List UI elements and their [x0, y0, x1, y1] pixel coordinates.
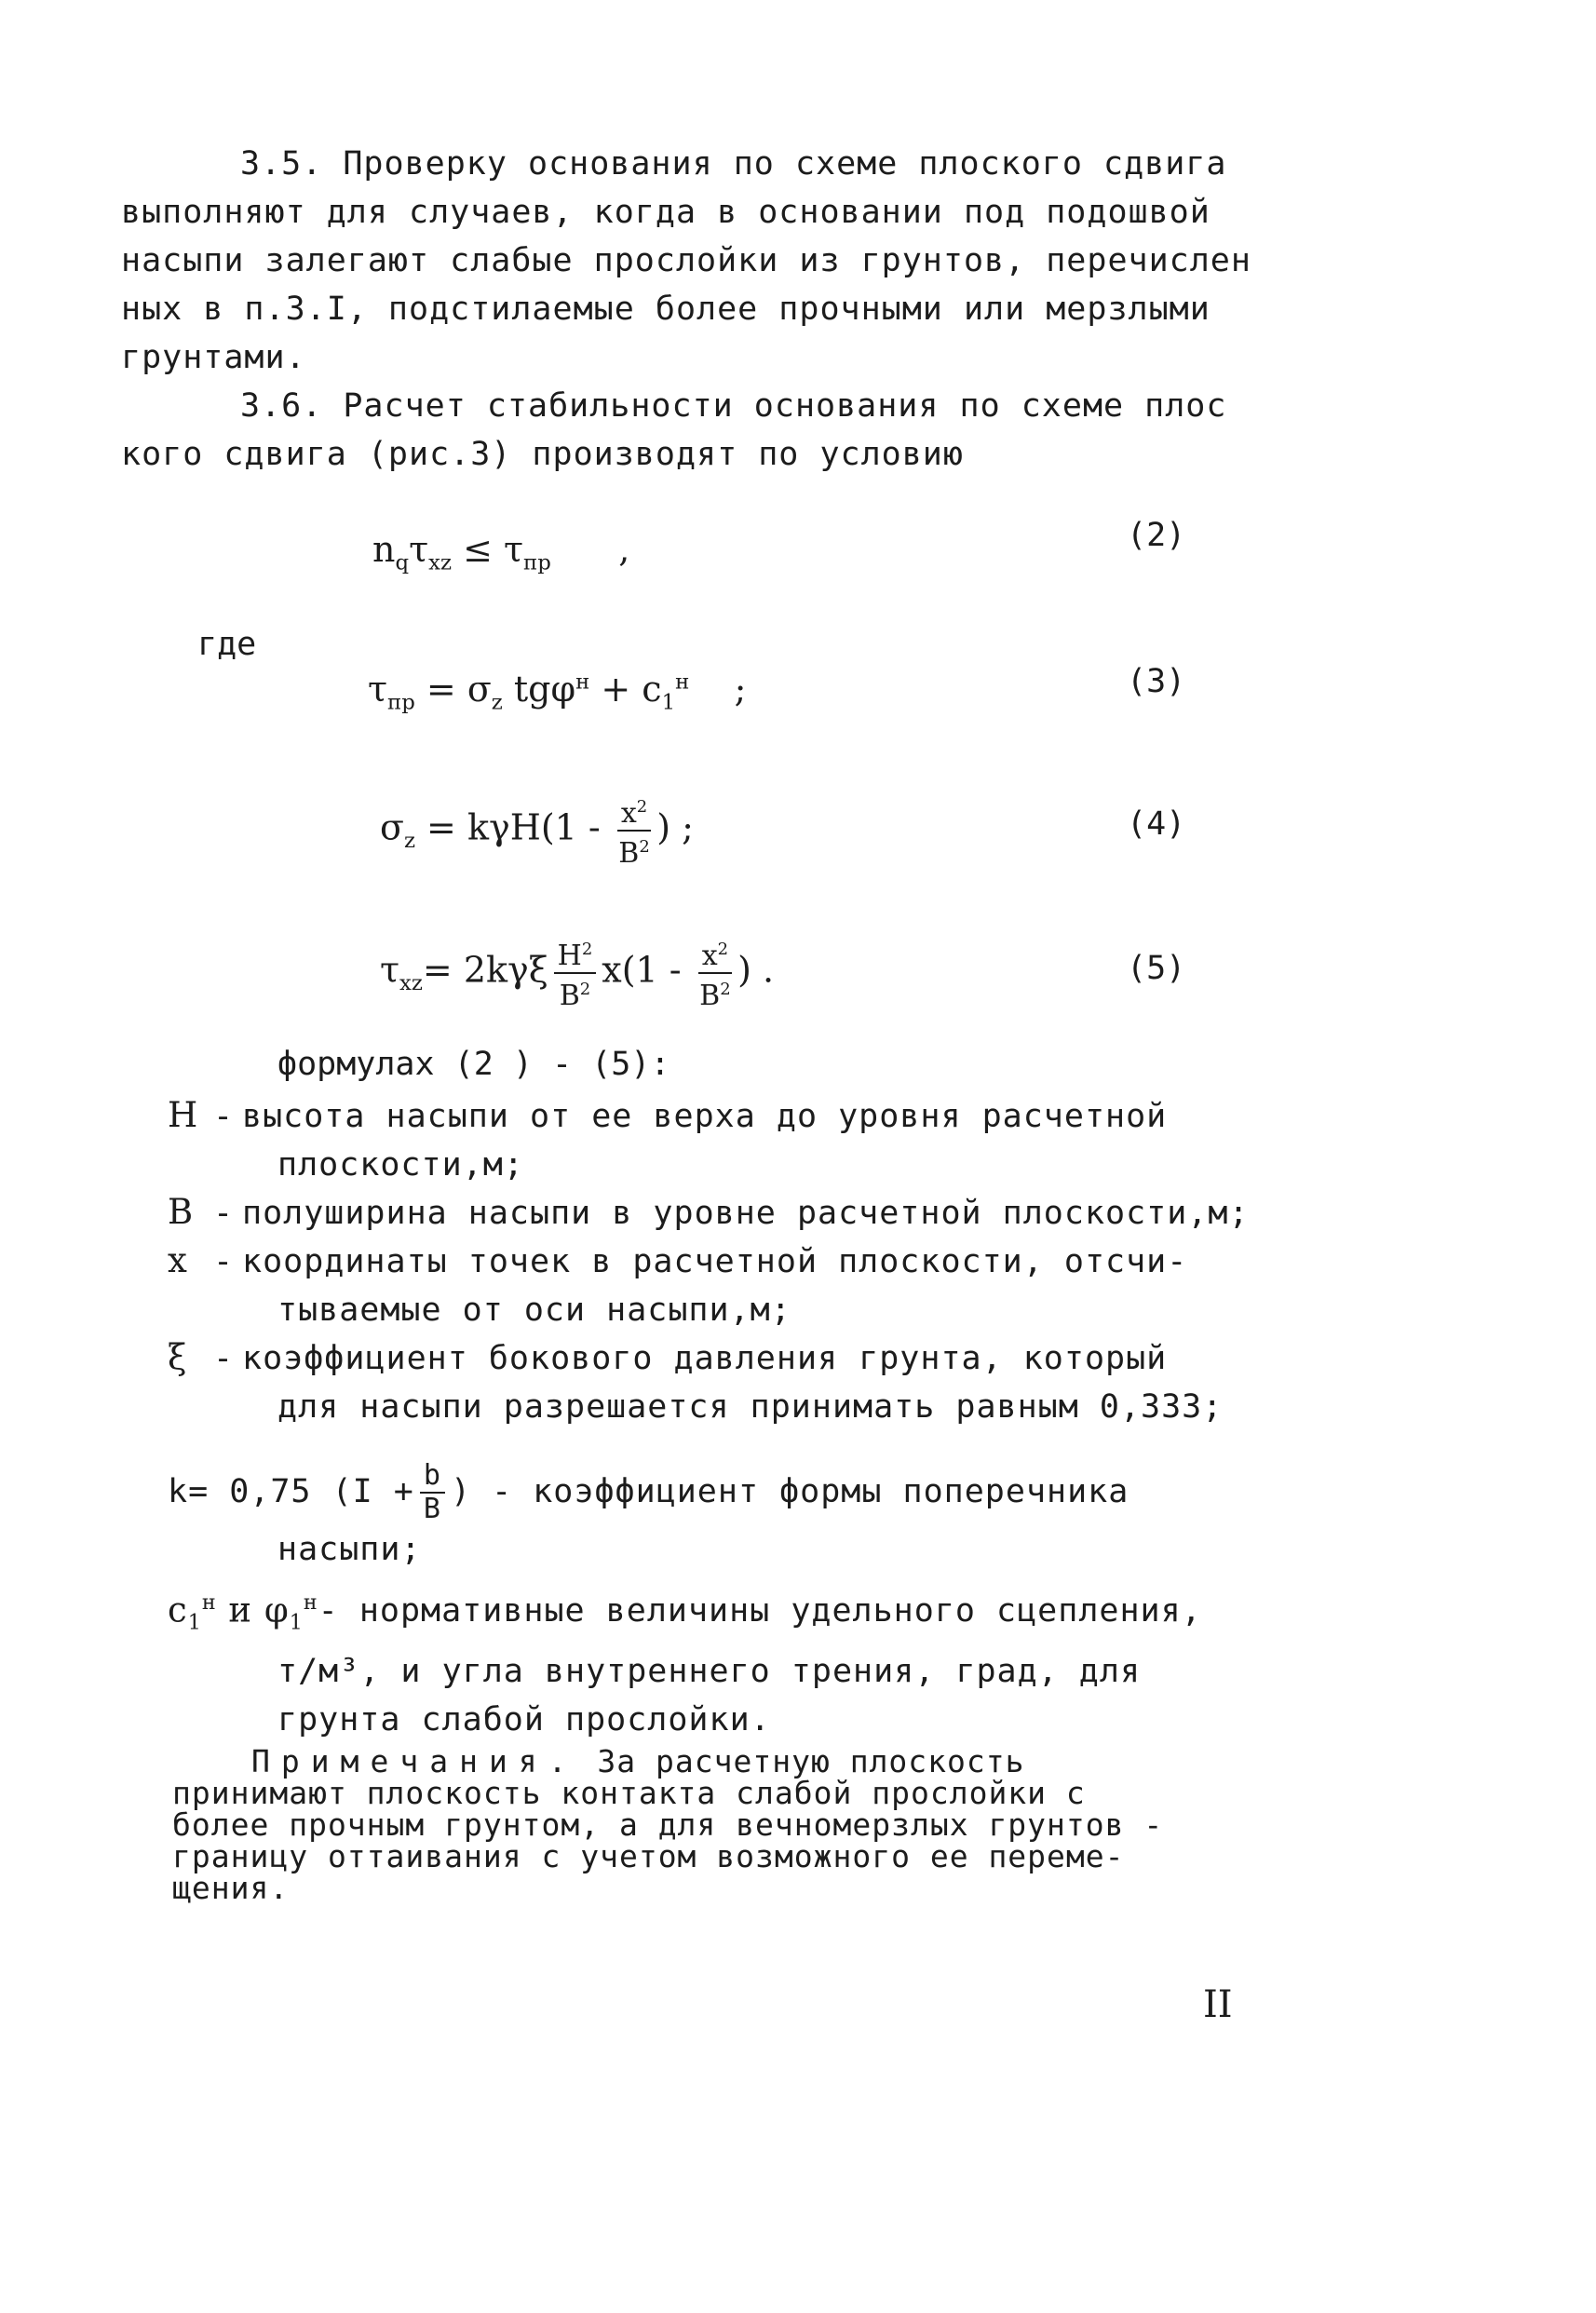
text-line: границу оттаивания с учетом возможного ее переме- [172, 1838, 1125, 1874]
text-line: ных в п.3.I, подстилаемые более прочными или мерзлыми [121, 291, 1211, 328]
text-line: 3.6. Расчет стабильности основания по схеме плос [240, 387, 1227, 425]
text-line: За расчетную плоскость [597, 1743, 1025, 1779]
equation-5: $\tau_{xz}= 2k\gamma\xi$ $\frac{H^2}{B^2}$ x(1 - $\frac{x^2}{B^2}$ ) . [380, 934, 774, 1012]
text-line: принимают плоскость контакта слабой прослойки с [172, 1775, 1086, 1811]
where-label: где [197, 626, 257, 663]
text-line: грунтами. [121, 339, 306, 376]
note-label: Примечания. [251, 1743, 578, 1779]
definition-k [168, 1460, 1238, 1574]
symbol: ξ [168, 1337, 188, 1377]
definition-xi: ξ - коэффициент бокового давления грунта, который для насыпи разрешается принимать равным 0,333; [168, 1333, 1238, 1431]
equation-number-2: (2) [1127, 517, 1186, 554]
text-line: координаты точек в расчетной плоскости, отсчи- [242, 1243, 1188, 1280]
text-line: более прочным грунтом, а для вечномерзлых грунтов - [172, 1806, 1164, 1843]
text-line: полуширина насыпи в уровне расчетной плоскости,м; [242, 1195, 1250, 1232]
equation-2: $n_q\tau_{xz} \le \tau_{пр}$ , [372, 529, 630, 575]
paragraph-3-5 [121, 140, 1251, 382]
symbol: B [168, 1192, 195, 1232]
definition-c-phi [168, 1578, 1238, 1744]
text-line: насыпи залегают слабые прослойки из грунтов, перечислен [121, 242, 1251, 279]
equation-number-3: (3) [1127, 663, 1186, 700]
text-line: ) - коэффициент формы поперечника [450, 1473, 1129, 1510]
text-line: 3.5. Проверку основания по схеме плоского сдвига [240, 145, 1227, 183]
text-line: тываемые от оси насыпи,м; [277, 1292, 791, 1329]
text-line: кого сдвига (рис.3) производят по условию [121, 436, 964, 473]
text-line: коэффициент бокового давления грунта, который [242, 1340, 1168, 1377]
text-line: грунта слабой прослойки. [277, 1700, 771, 1738]
equation-number-5: (5) [1127, 950, 1186, 987]
equation-4: $\sigma_z = k\gamma H(1$ - $\frac{x^2}{B^2}$ ) ; [380, 791, 694, 870]
symbol: H [168, 1095, 199, 1135]
text-line: - нормативные величины удельного сцепления, [318, 1592, 1202, 1630]
definition-H: H - высота насыпи от ее верха до уровня расчетной плоскости,м; [168, 1091, 1238, 1189]
text-line: для насыпи разрешается принимать равным 0,333; [277, 1388, 1224, 1426]
text-line: щения. [172, 1870, 290, 1906]
symbol: $c_1^н$ и $\varphi_1^н$ [168, 1589, 318, 1635]
definitions-intro: формулах (2 ) - (5): [277, 1046, 670, 1083]
equation-number-4: (4) [1127, 805, 1186, 843]
text-line: высота насыпи от ее верха до уровня расчетной [242, 1098, 1168, 1135]
definition-x: x - координаты точек в расчетной плоскости, отсчи- тываемые от оси насыпи,м; [168, 1237, 1238, 1334]
text-line: т/м³, и угла внутреннего трения, град, для [277, 1652, 1142, 1690]
text-line: насыпи; [277, 1531, 422, 1568]
paragraph-3-6 [121, 382, 1227, 479]
text-line: k= 0,75 (I + [168, 1473, 414, 1510]
note-block [172, 1743, 1197, 1906]
symbol: x [168, 1240, 188, 1280]
definition-B: B - полуширина насыпи в уровне расчетной плоскости,м; [168, 1188, 1238, 1238]
fraction-b-over-B: $\frac{b}{B}$ [420, 1460, 445, 1525]
text-line: плоскости,м; [277, 1146, 524, 1184]
text-line: выполняют для случаев, когда в основании под подошвой [121, 194, 1211, 231]
equation-3: $\tau_{пр} = \sigma_z$ $tg\varphi^н + c_1^н$ ; [368, 669, 747, 715]
page-number: II [1203, 1983, 1233, 2026]
